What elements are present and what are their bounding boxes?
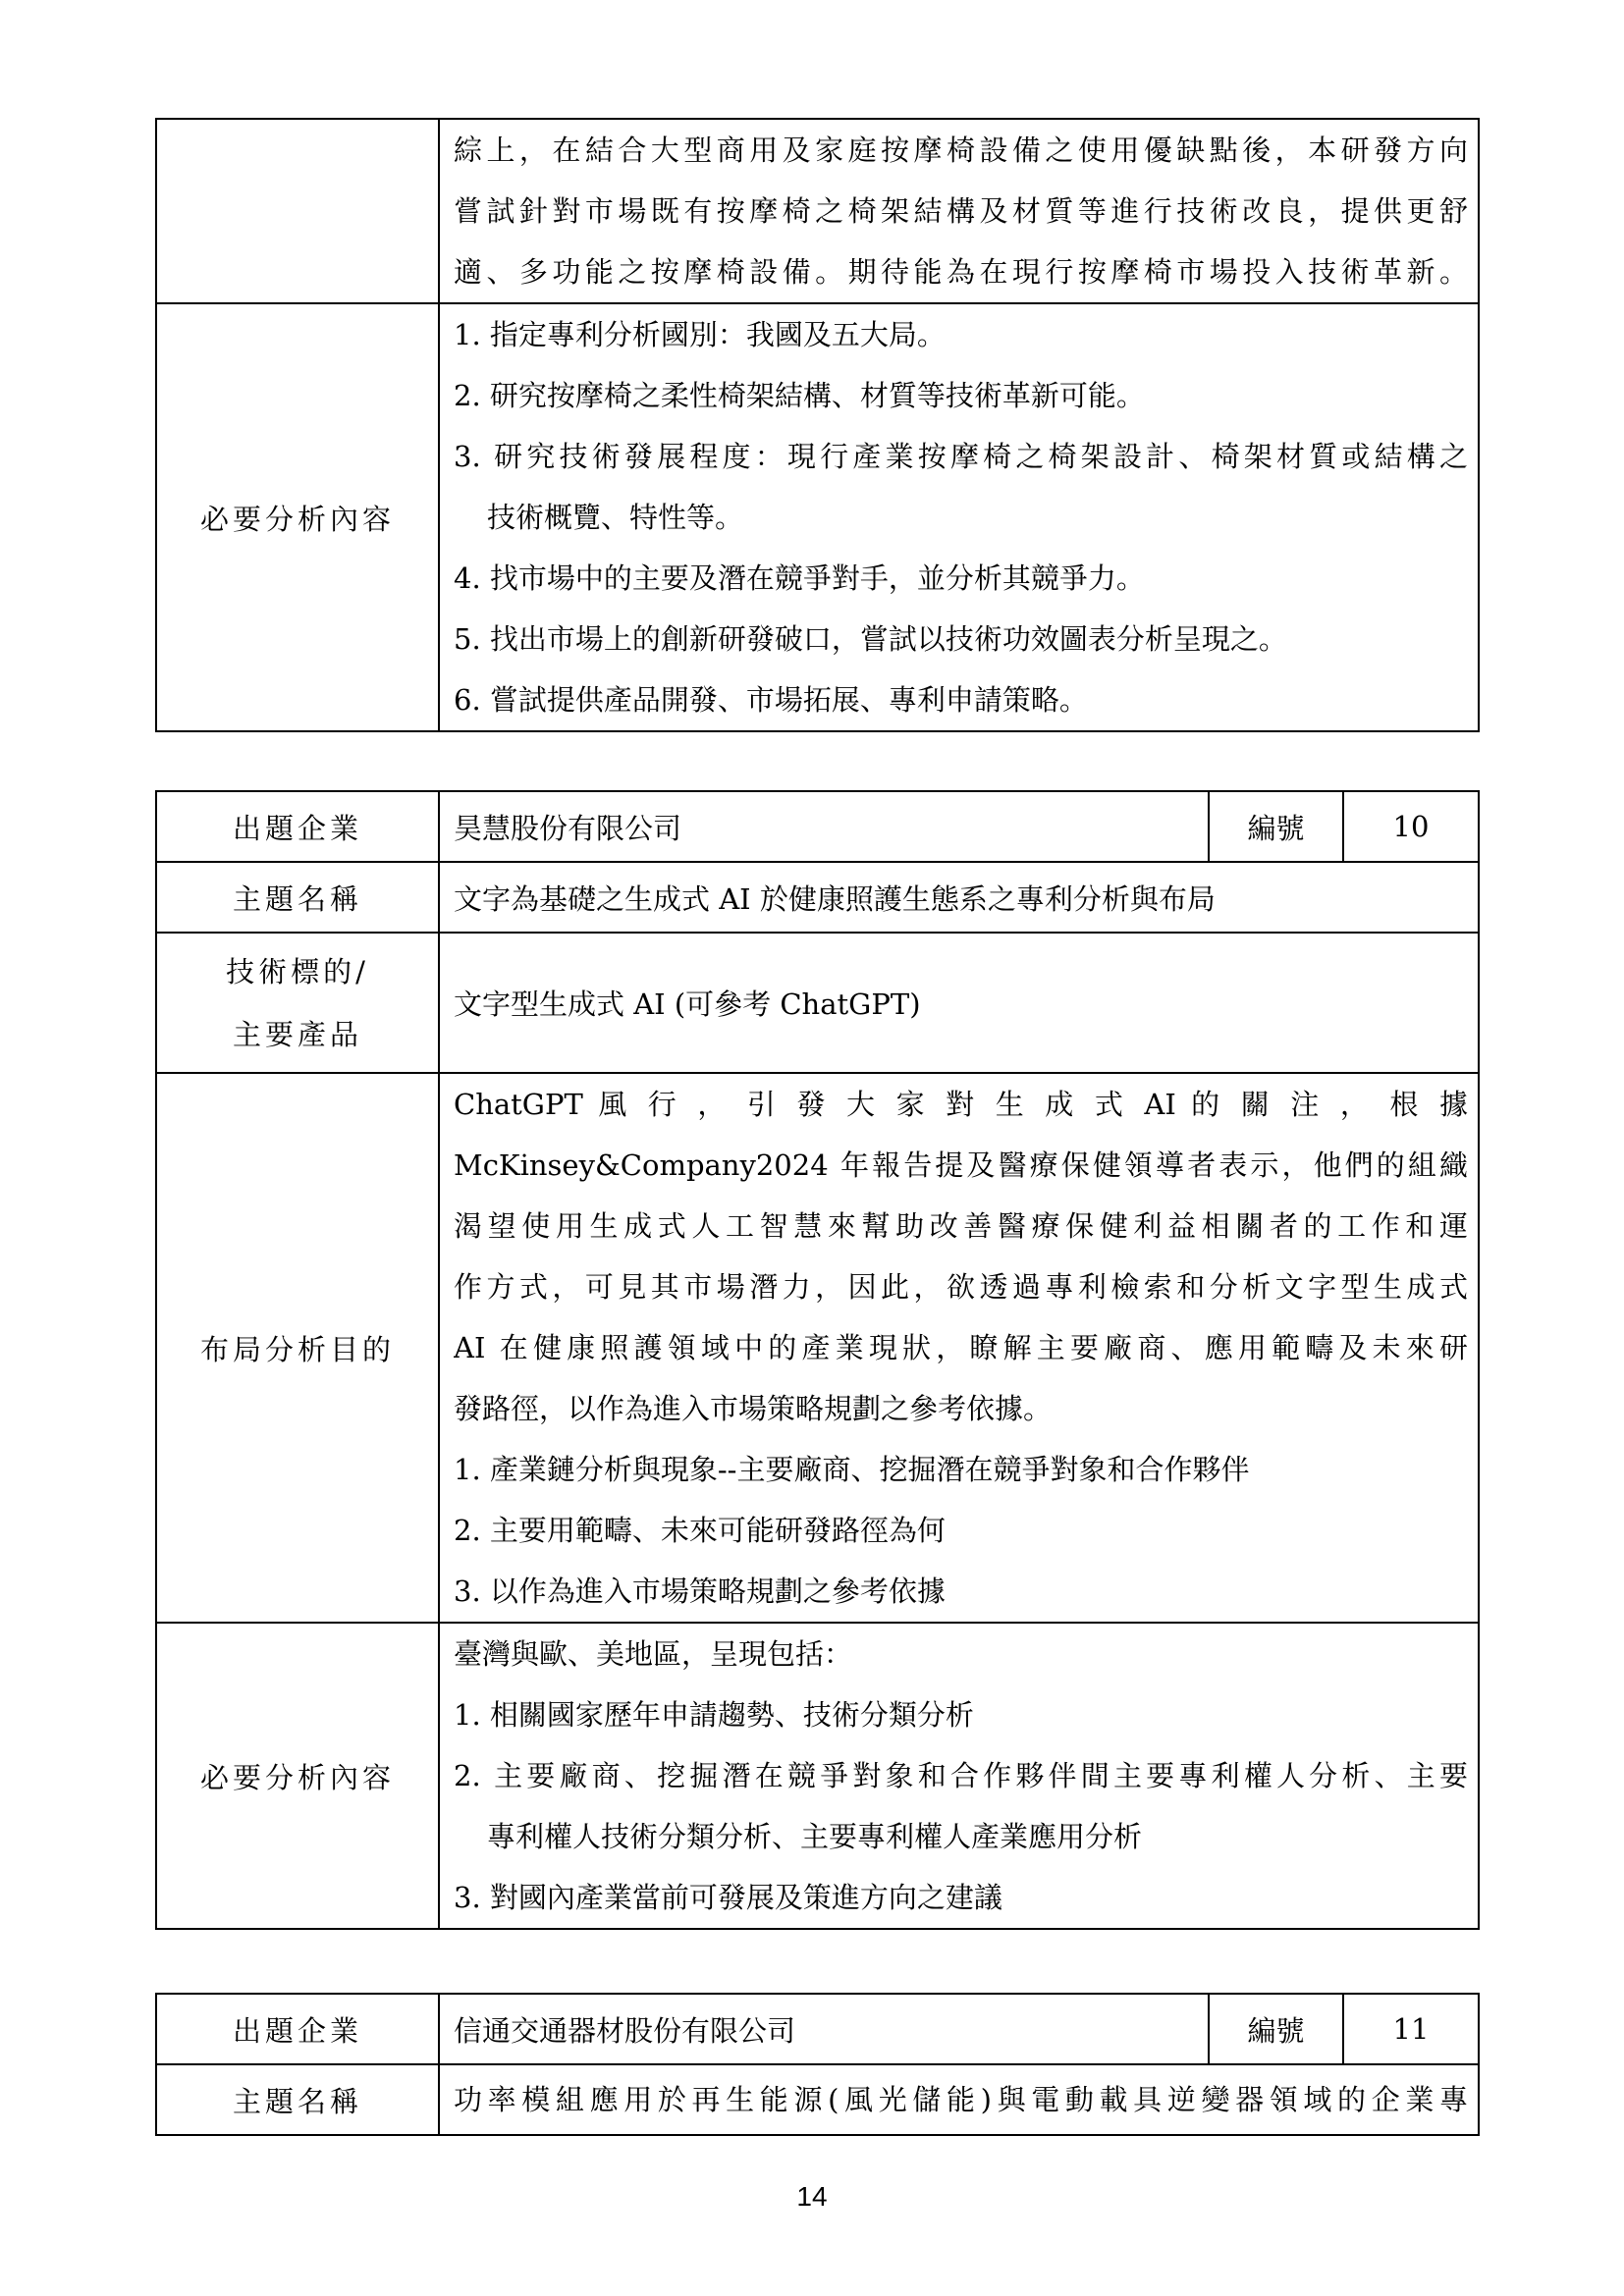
product-label-line-2: 主要產品: [232, 1017, 362, 1051]
topic-name: 文字為基礎之生成式 AI 於健康照護生態系之專利分析與布局: [439, 862, 1479, 933]
number-label: 編號: [1209, 791, 1343, 862]
table-row: [156, 1994, 1479, 2064]
required-analysis-label: 必要分析內容: [156, 303, 439, 731]
list-item: 3. 研究技術發展程度：現行產業按摩椅之椅架設計、椅架材質或結構之: [454, 440, 1468, 473]
summary-line: 適、多功能之按摩椅設備。期待能為在現行按摩椅市場投入技術革新。: [454, 255, 1468, 289]
required-analysis-label: 必要分析內容: [156, 1623, 439, 1929]
table-topic-10: [155, 790, 1480, 1930]
purpose-label: 布局分析目的: [156, 1073, 439, 1623]
table-row: [156, 933, 1479, 1073]
required-analysis-cell: [439, 303, 1479, 731]
number-value: 10: [1343, 791, 1479, 862]
summary-line: 綜上，在結合大型商用及家庭按摩椅設備之使用優缺點後，本研發方向: [454, 133, 1468, 167]
topic-name: [439, 2064, 1479, 2135]
product-label-line-1: 技術標的/: [226, 954, 369, 988]
list-item-continuation: 專利權人技術分類分析、主要專利權人產業應用分析: [487, 1820, 1143, 1853]
topic-label: 主題名稱: [156, 862, 439, 933]
purpose-line: 渴望使用生成式人工智慧來幫助改善醫療保健利益相關者的工作和運: [454, 1209, 1468, 1243]
number-label: 編號: [1209, 1994, 1343, 2064]
topic-line: 功率模組應用於再生能源(風光儲能)與電動載具逆變器領域的企業專: [454, 2083, 1468, 2116]
company-name: 昊慧股份有限公司: [439, 791, 1209, 862]
list-item: 1. 相關國家歷年申請趨勢、技術分類分析: [454, 1698, 974, 1732]
purpose-line: ChatGPT 風 行 ， 引 發 大 家 對 生 成 式 AI 的 關 注 ， 根 據: [454, 1088, 1468, 1121]
list-item: 3. 以作為進入市場策略規劃之參考依據: [454, 1575, 946, 1608]
summary-cell: [439, 119, 1479, 303]
topic-label: 主題名稱: [156, 2064, 439, 2135]
company-label: 出題企業: [156, 791, 439, 862]
list-item: 1. 指定專利分析國別：我國及五大局。: [454, 318, 946, 351]
table-massage-chair-continuation: [155, 118, 1480, 732]
number-value: 11: [1343, 1994, 1479, 2064]
product-label: [156, 933, 439, 1073]
table-row: [156, 1073, 1479, 1623]
table-row: [156, 1623, 1479, 1929]
table-row: [156, 862, 1479, 933]
table-topic-11: [155, 1993, 1480, 2136]
list-item: 6. 嘗試提供產品開發、市場拓展、專利申請策略。: [454, 683, 1088, 717]
purpose-line: McKinsey&Company2024 年報告提及醫療保健領導者表示，他們的組織: [454, 1148, 1468, 1182]
purpose-line: 發路徑，以作為進入市場策略規劃之參考依據。: [454, 1392, 1053, 1425]
table-row: [156, 119, 1479, 303]
list-item: 2. 主要廠商、挖掘潛在競爭對象和合作夥伴間主要專利權人分析、主要: [454, 1759, 1468, 1792]
required-analysis-cell: [439, 1623, 1479, 1929]
list-item-continuation: 技術概覽、特性等。: [487, 501, 744, 534]
list-item: 2. 主要用範疇、未來可能研發路徑為何: [454, 1514, 946, 1547]
table-row: [156, 303, 1479, 731]
product-value: 文字型生成式 AI (可參考 ChatGPT): [439, 933, 1479, 1073]
required-line: 臺灣與歐、美地區，呈現包括：: [454, 1637, 853, 1671]
empty-label-cell: [156, 119, 439, 303]
purpose-line: 作方式，可見其市場潛力，因此，欲透過專利檢索和分析文字型生成式: [454, 1270, 1468, 1304]
purpose-line: AI 在健康照護領域中的產業現狀，瞭解主要廠商、應用範疇及未來研: [454, 1331, 1468, 1364]
table-row: [156, 791, 1479, 862]
purpose-cell: [439, 1073, 1479, 1623]
company-name: 信通交通器材股份有限公司: [439, 1994, 1209, 2064]
list-item: 3. 對國內產業當前可發展及策進方向之建議: [454, 1881, 1002, 1914]
list-item: 1. 產業鏈分析與現象--主要廠商、挖掘潛在競爭對象和合作夥伴: [454, 1453, 1250, 1486]
page-number: 14: [796, 2181, 828, 2212]
list-item: 5. 找出市場上的創新研發破口，嘗試以技術功效圖表分析呈現之。: [454, 622, 1287, 656]
summary-line: 嘗試針對市場既有按摩椅之椅架結構及材質等進行技術改良，提供更舒: [454, 194, 1468, 228]
table-row: [156, 2064, 1479, 2135]
list-item: 4. 找市場中的主要及潛在競爭對手，並分析其競爭力。: [454, 561, 1145, 595]
list-item: 2. 研究按摩椅之柔性椅架結構、材質等技術革新可能。: [454, 379, 1145, 412]
company-label: 出題企業: [156, 1994, 439, 2064]
